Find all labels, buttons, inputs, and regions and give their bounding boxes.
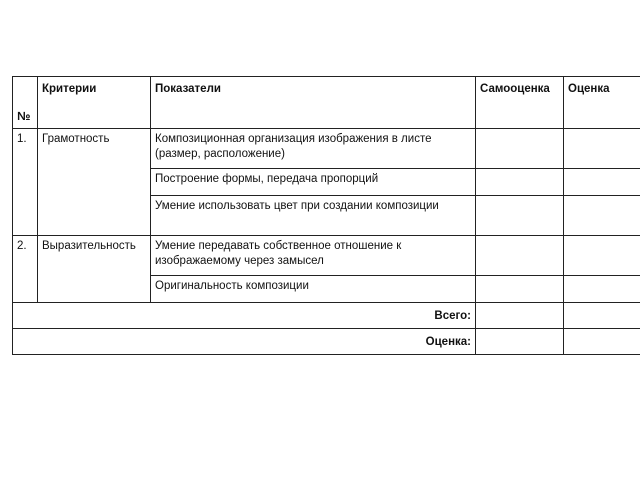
total-assessment-cell[interactable] [564,303,640,329]
indicator-cell: Композиционная организация изображения в листе (размер, расположение) [151,129,476,169]
header-criteria: Критерии [38,77,151,129]
total-row [13,303,640,329]
self-assessment-cell[interactable] [476,196,564,236]
total-label: Всего: [13,303,476,329]
self-assessment-cell[interactable] [476,276,564,303]
header-indicators: Показатели [151,77,476,129]
assessment-cell[interactable] [564,276,640,303]
assessment-table [12,76,640,355]
assessment-cell[interactable] [564,196,640,236]
grade-assessment-cell[interactable] [564,329,640,355]
header-assessment: Оценка [564,77,640,129]
indicator-cell: Умение использовать цвет при создании композиции [151,196,476,236]
self-assessment-cell[interactable] [476,129,564,169]
assessment-table-container [12,76,640,355]
assessment-cell[interactable] [564,169,640,196]
header-self-assessment: Самооценка [476,77,564,129]
header-row [13,77,640,129]
self-assessment-cell[interactable] [476,236,564,276]
table-row [13,129,640,169]
assessment-cell[interactable] [564,129,640,169]
row-number: 2. [13,236,38,303]
total-self-assessment-cell[interactable] [476,303,564,329]
criterion-cell: Выразительность [38,236,151,303]
grade-label: Оценка: [13,329,476,355]
row-number: 1. [13,129,38,236]
indicator-cell: Построение формы, передача пропорций [151,169,476,196]
grade-self-assessment-cell[interactable] [476,329,564,355]
grade-row [13,329,640,355]
indicator-cell: Умение передавать собственное отношение к изображаемому через замысел [151,236,476,276]
table-row [13,236,640,276]
assessment-cell[interactable] [564,236,640,276]
criterion-cell: Грамотность [38,129,151,236]
header-number: № [13,77,38,129]
self-assessment-cell[interactable] [476,169,564,196]
indicator-cell: Оригинальность композиции [151,276,476,303]
